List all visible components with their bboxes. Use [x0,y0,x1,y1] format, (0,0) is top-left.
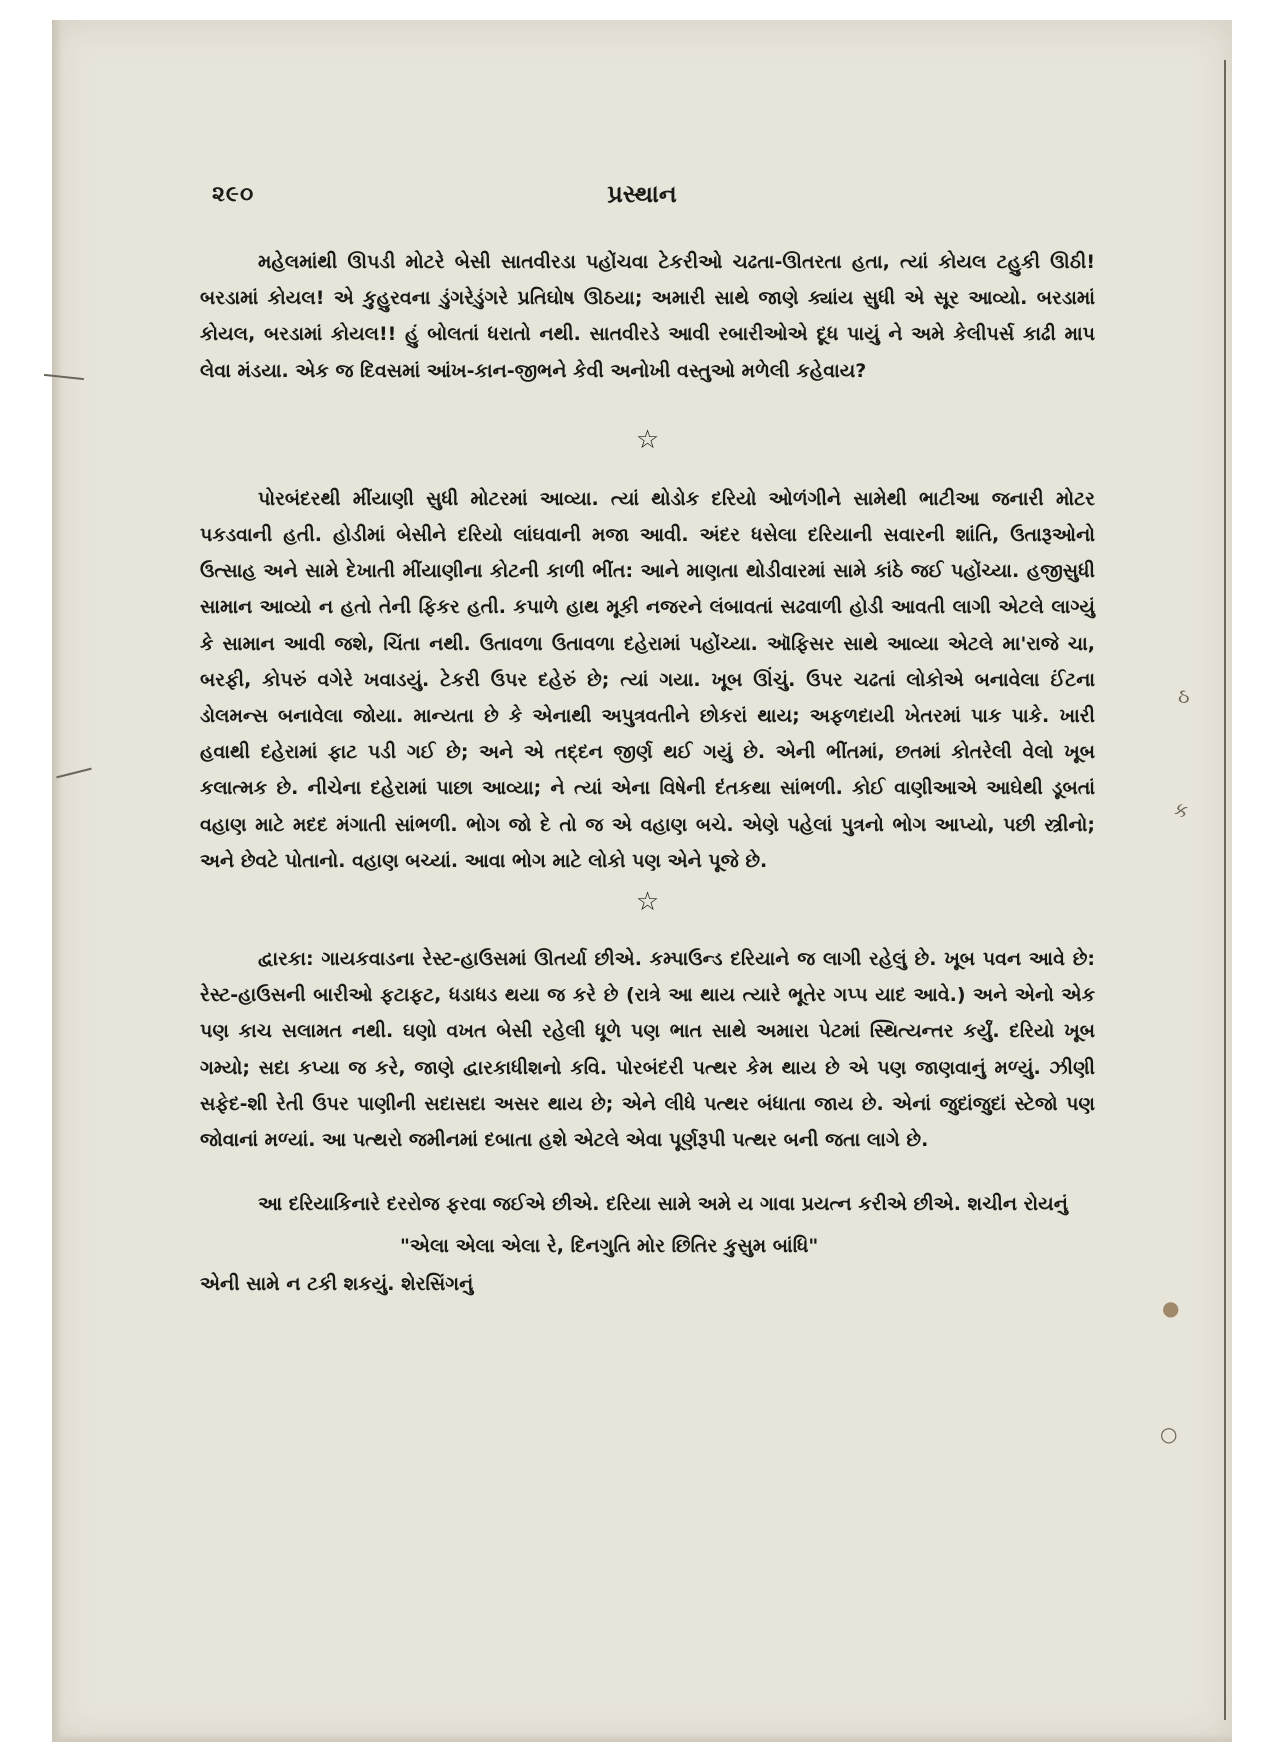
page-title: પ્રસ્થાન [607,180,677,208]
margin-mark: ○ [1160,1422,1178,1446]
page-body [200,244,1095,1302]
scan-edge-bottom [52,1734,1232,1742]
margin-mark: ક [1174,798,1189,822]
paragraph-continuation: એની સામે ન ટકી શકયું. શેરસિંગનું [200,1273,474,1296]
margin-mark: ● [1162,1296,1180,1320]
margin-mark: ઠ [1178,684,1190,708]
paragraph-3: દ્વારકા: ગાયકવાડના રેસ્ટ-હાઉસમાં ઊતર્યા છીએ. કમ્પાઉન્ડ દરિયાને જ લાગી રહેલું છે. ખૂબ પવન આવે છે: રેસ્ટ-હાઉસની બારીઓ ફટાફટ, ધડાધડ થયા જ કરે છે (રાત્રે આ થાય ત્યારે ભૂતેર ગપ્પ યાદ આવે.) અને એનો એક પણ કાચ સલામત નથી. ઘણો વખત બેસી રહેલી ધૂળે પણ ભાત સાથે અમારા પેટમાં સ્થિત્યન્તર કર્યું. દરિયો ખૂબ ગમ્યો; સદા કપ્યા જ કરે, જાણે દ્વારકાધીશનો કવિ. પોરબંદરી પત્થર કેમ થાય છે એ પણ જાણવાનું મળ્યું. ઝીણી સફેદ-શી રેતી ઉપર પાણીની સદાસદા અસર થાય છે; એને લીધે પત્થર બંધાતા જાય છે. એનાં જુદાંજુદાં સ્ટેજો પણ જોવાનાં મળ્યાં. આ પત્થરો જમીનમાં દબાતા હશે એટલે એવા પૂર્ણરૂપી પત્થર બની જતા લાગે છે. [200,948,1095,1152]
paragraph-2: પોરબંદરથી મીંયાણી સુધી મોટરમાં આવ્યા. ત્યાં થોડોક દરિયો ઓળંગીને સામેથી ભાટીઆ જનારી મોટર પકડવાની હતી. હોડીમાં બેસીને દરિયો લાંઘવાની મજા આવી. અંદર ધસેલા દરિયાની સવારની શાંતિ, ઉતારૂઓનો ઉત્સાહ અને સામે દેખાતી મીંયાણીના કોટની કાળી ભીંત: આને માણતા થોડીવારમાં સામે કાંઠે જઈ પહોંચ્યા. હજીસુધી સામાન આવ્યો ન હતો તેની ફિકર હતી. કપાળે હાથ મૂકી નજરને લંબાવતાં સઢવાળી હોડી આવતી લાગી એટલે લાગ્યું કે સામાન આવી જશે, ચિંતા નથી. ઉતાવળા ઉતાવળા દહેરામાં પહોંચ્યા. ઑફિસર સાથે આવ્યા એટલે મા'રાજે ચા, બરફી, કોપરું વગેરે ખવાડયું. ટેકરી ઉપર દહેરું છે; ત્યાં ગયા. ખૂબ ઊંચું. ઉપર ચઢતાં લોકોએ બનાવેલા ઈંટના ડોલમન્સ બનાવેલા જોયા. માન્યતા છે કે એનાથી અપુત્રવતીને છોકરાં થાય; અફળદાયી ખેતરમાં પાક પાકે. ખારી હવાથી દહેરામાં ફાટ પડી ગઈ છે; અને એ તદ્દન જીર્ણ થઈ ગયું છે. એની ભીંતમાં, છતમાં કોતરેલી વેલો ખૂબ કલાત્મક છે. નીચેના દહેરામાં પાછા આવ્યા; ને ત્યાં એના વિષેની દંતકથા સાંભળી. કોઈ વાણીઆએ આઘેથી ડૂબતાં વહાણ માટે મદદ મંગાતી સાંભળી. ભોગ જો દે તો જ એ વહાણ બચે. એણે પહેલાં પુત્રનો ભોગ આપ્યો, પછી સ્ત્રીનો; અને છેવટે પોતાનો. વહાણ બચ્યાં. આવા ભોગ માટે લોકો પણ એને પૂજે છે. [200,487,1095,872]
paragraph-1: મહેલમાંથી ઊપડી મોટરે બેસી સાતવીરડા પહોંચવા ટેકરીઓ ચઢતા-ઊતરતા હતા, ત્યાં કોયલ ટહુકી ઊઠી! બરડામાં કોયલ! એ કુહુરવના ડુંગરેડુંગરે પ્રતિઘોષ ઊઠયા; અમારી સાથે જાણે ક્યાંય સુધી એ સૂર આવ્યો. બરડામાં કોયલ, બરડામાં કોયલ!! હું બોલતાં ધરાતો નથી. સાતવીરડે આવી રબારીઓએ દૂધ પાયું ને અમે કેલીપર્સ કાઢી માપ લેવા મંડયા. એક જ દિવસમાં આંખ-કાન-જીભને કેવી અનોખી વસ્તુઓ મળેલી કહેવાય? [200,251,1095,382]
song-quote: "એલા એલા એલા રે, દિનગુતિ મોર છિતિર કુસુમ બાંધિ" [400,1235,819,1258]
scan-edge-left [52,20,62,1742]
scan-edge-right [1224,60,1226,1720]
page-number: ૨૯૦ [212,182,255,207]
section-ornament: ☆ [635,887,660,918]
scanned-page [52,20,1232,1742]
page-header [52,180,1232,216]
margin-tick [44,374,84,380]
paragraph-4: આ દરિયાકિનારે દરરોજ ફરવા જઈએ છીએ. દરિયા સામે અમે ય ગાવા પ્રયત્ન કરીએ છીએ. શચીન રોયનું [258,1193,1068,1216]
section-ornament: ☆ [635,424,660,455]
